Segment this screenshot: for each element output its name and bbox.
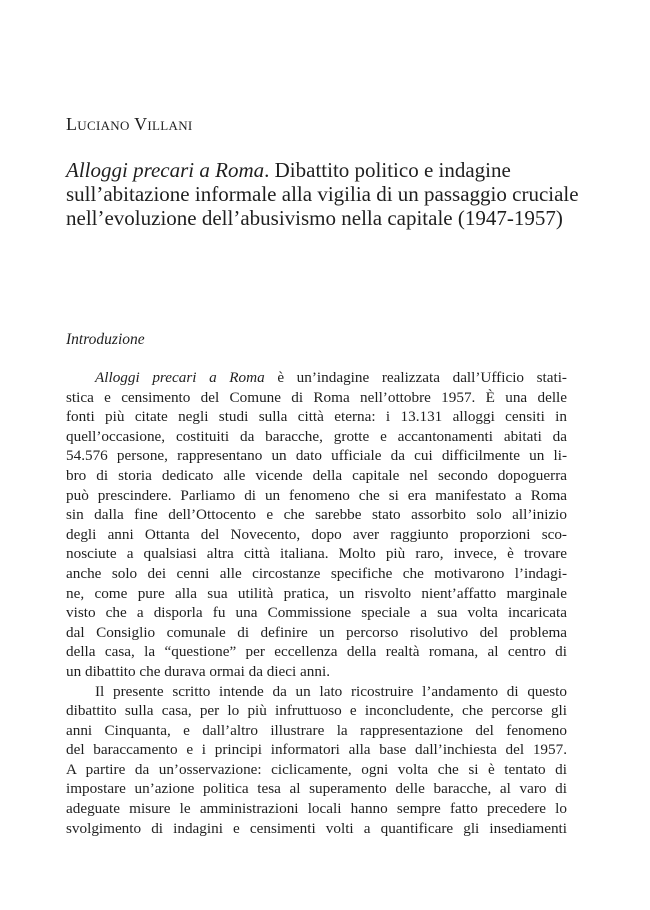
- paragraph-line: un dibattito che durava ormai da dieci anni.: [66, 662, 331, 680]
- title-line-3: nell’evoluzione dell’abusivismo nella capitale (1947-1957): [66, 206, 563, 230]
- title-line-1: [66, 158, 586, 182]
- article-title: [66, 158, 586, 230]
- author-name: Luciano Villani: [66, 114, 193, 134]
- title-line-1-rest: . Dibattito politico e indagine: [264, 158, 511, 182]
- paragraph-line: stica e censimento del Comune di Roma nell’ottobre 1957. È una delle: [66, 388, 567, 406]
- paragraph-line: 54.576 persone, rappresentano un dato ufficiale da cui difficilmente un li-: [66, 447, 567, 465]
- paragraph-line: visto che a disporla fu una Commissione speciale a sua volta incaricata: [66, 604, 567, 622]
- paragraph-line: della casa, la “questione” per eccellenza della realtà romana, al centro di: [66, 643, 567, 661]
- paragraph-line: dibattito sulla casa, per lo più infruttuoso e inconcludente, che percorse gli: [66, 702, 567, 720]
- paragraph-line: ne, come pure alla sua utilità pratica, un risvolto nient’affatto marginale: [66, 584, 567, 602]
- paragraph-line: nosciute a qualsiasi altra città italiana. Molto più raro, invece, è trovare: [66, 545, 567, 563]
- paragraph-line: del baraccamento e i principi informatori alla base dall’inchiesta del 1957.: [66, 741, 567, 759]
- paragraph-line: degli anni Ottanta del Novecento, dopo aver raggiunto proporzioni sco-: [66, 525, 567, 543]
- paragraph-line: sin dalla fine dell’Ottocento e che sarebbe stato assorbito solo all’inizio: [66, 506, 567, 524]
- title-line-2: sull’abitazione informale alla vigilia di un passaggio cruciale: [66, 182, 579, 206]
- paragraph-line: anche solo dei cenni alle circostanze specifiche che motivarono l’indagi-: [66, 564, 567, 582]
- paragraph-line: Il presente scritto intende da un lato ricostruire l’andamento di questo: [95, 682, 567, 700]
- title-italic-part: Alloggi precari a Roma: [66, 158, 265, 182]
- paragraph-line: quell’occasione, costituiti da baracche, grotte e accantonamenti abitati da: [66, 427, 567, 445]
- paragraph-line: può prescindere. Parliamo di un fenomeno che si era manifestato a Roma: [66, 486, 567, 504]
- paragraph-line: dal Consiglio comunale di definire un percorso risolutivo del problema: [66, 623, 567, 641]
- paragraph-line: Alloggi precari a Roma è un’indagine realizzata dall’Ufficio stati-: [95, 369, 567, 386]
- paragraph-line: anni Cinquanta, e dall’altro illustrare la rappresentazione del fenomeno: [66, 721, 567, 739]
- body-text: [66, 368, 567, 838]
- paragraph-line: svolgimento di indagini e censimenti volti a quantificare gli insediamenti: [66, 819, 567, 837]
- paragraph-line: fonti più citate negli studi sulla città eterna: i 13.131 alloggi censiti in: [66, 408, 567, 426]
- paragraph-line: impostare un’azione politica tesa al superamento delle baracche, al varo di: [66, 780, 567, 798]
- paragraph-line: A partire da un’osservazione: ciclicamente, ogni volta che si è tentato di: [66, 760, 567, 778]
- section-heading: Introduzione: [66, 331, 145, 348]
- paragraph-line: adeguate misure le amministrazioni locali hanno sempre fatto precedere lo: [66, 800, 567, 818]
- paragraph-line: bro di storia dedicato alle vicende della capitale nel secondo dopoguerra: [66, 466, 567, 484]
- paragraph-italic-lead: Alloggi precari a Roma: [95, 369, 265, 386]
